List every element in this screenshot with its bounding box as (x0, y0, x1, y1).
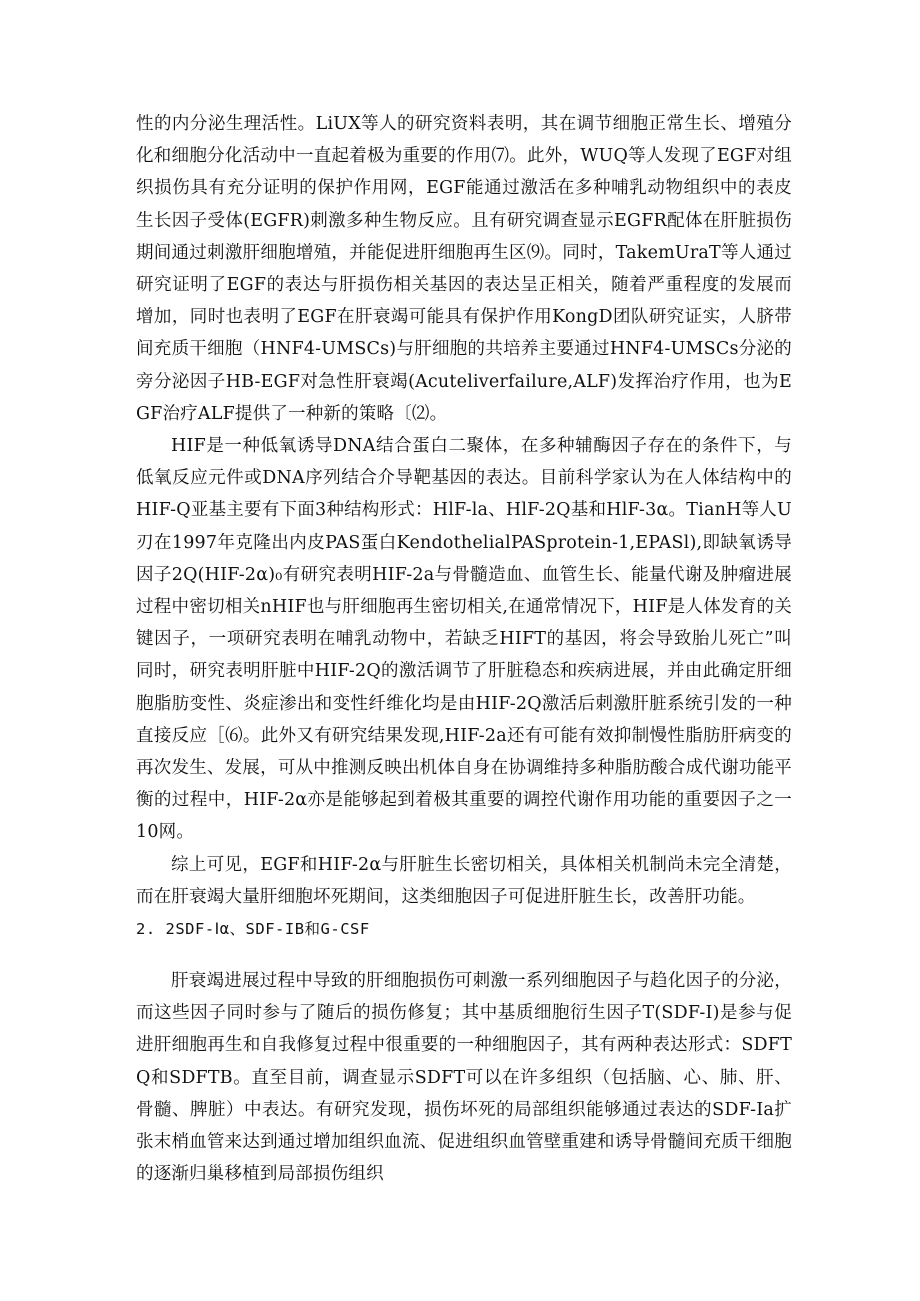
document-body (136, 108, 792, 1191)
paragraph-hif: HIF是一种低氧诱导DNA结合蛋白二聚体，在多种辅酶因子存在的条件下，与低氧反应元件或DNA序列结合介导靶基因的表达。目前科学家认为在人体结构中的HIF-Q亚基主要有下面3种结构形式：HlF-la、HlF-2Q基和HlF-3α。TianH等人U刃在1997年克隆出内皮PAS蛋白KendothelialPASprotein-1,EPASl),即缺氧诱导因子2Q(HIF-2α)₀有研究表明HIF-2a与骨髓造血、血管生长、能量代谢及肿瘤进展过程中密切相关nHIF也与肝细胞再生密切相关,在通常情况下，HIF是人体发育的关键因子，一项研究表明在哺乳动物中，若缺乏HIFT的基因，将会导致胎儿死亡”叫同时，研究表明肝脏中HIF-2Q的激活调节了肝脏稳态和疾病进展，并由此确定肝细胞脂肪变性、炎症渗出和变性纤维化均是由HIF-2Q激活后刺激肝脏系统引发的一种直接反应［⑹。此外又有研究结果发现,HIF-2a还有可能有效抑制慢性脂肪肝病变的再次发生、发展，可从中推测反映出机体自身在协调维持多种脂肪酸合成代谢功能平衡的过程中，HIF-2α亦是能够起到着极其重要的调控代谢作用功能的重要因子之一10网。 (136, 436, 792, 843)
paragraph-summary: 综上可见，EGF和HIF-2α与肝脏生长密切相关，具体相关机制尚未完全清楚，而在肝衰竭大量肝细胞坏死期间，这类细胞因子可促进肝脏生长，改善肝功能。 (136, 854, 792, 907)
paragraph-egf-continued: 性的内分泌生理活性。LiUX等人的研究资料表明，其在调节细胞正常生长、增殖分化和细胞分化活动中一直起着极为重要的作用⑺。此外，WUQ等人发现了EGF对组织损伤具有充分证明的保护作用网，EGF能通过激活在多种哺乳动物组织中的表皮生长因子受体(EGFR)刺激多种生物反应。且有研究调查显示EGFR配体在肝脏损伤期间通过刺激肝细胞增殖，并能促进肝细胞再生区⑼。同时，TakemUraT等人通过研究证明了EGF的表达与肝损伤相关基因的表达呈正相关，随着严重程度的发展而增加，同时也表明了EGF在肝衰竭可能具有保护作用KongD团队研究证实，人脐带间充质干细胞（HNF4-UMSCs)与肝细胞的共培养主要通过HNF4-UMSCs分泌的旁分泌因子HB-EGF对急性肝衰竭(Acuteliverfailure,ALF)发挥治疗作用，也为EGF治疗ALF提供了一种新的策略〔⑵。 (136, 114, 792, 424)
paragraph-sdf: 肝衰竭进展过程中导致的肝细胞损伤可刺激一系列细胞因子与趋化因子的分泌，而这些因子同时参与了随后的损伤修复；其中基质细胞衍生因子Τ(SDF-I)是参与促进肝细胞再生和自我修复过程中很重要的一种细胞因子，其有两种表达形式：SDFTQ和SDFTB。直至目前，调查显示SDFT可以在许多组织（包括脑、心、肺、肝、骨髓、脾脏）中表达。有研究发现，损伤坏死的局部组织能够通过表达的SDF-Ia扩张末梢血管来达到通过增加组织血流、促进组织血管壁重建和诱导骨髓间充质干细胞的逐渐归巢移植到局部损伤组织 (136, 971, 792, 1185)
section-heading-sdf: 2. 2SDF-Ⅰα、SDF-IB和G-CSF (136, 920, 370, 939)
